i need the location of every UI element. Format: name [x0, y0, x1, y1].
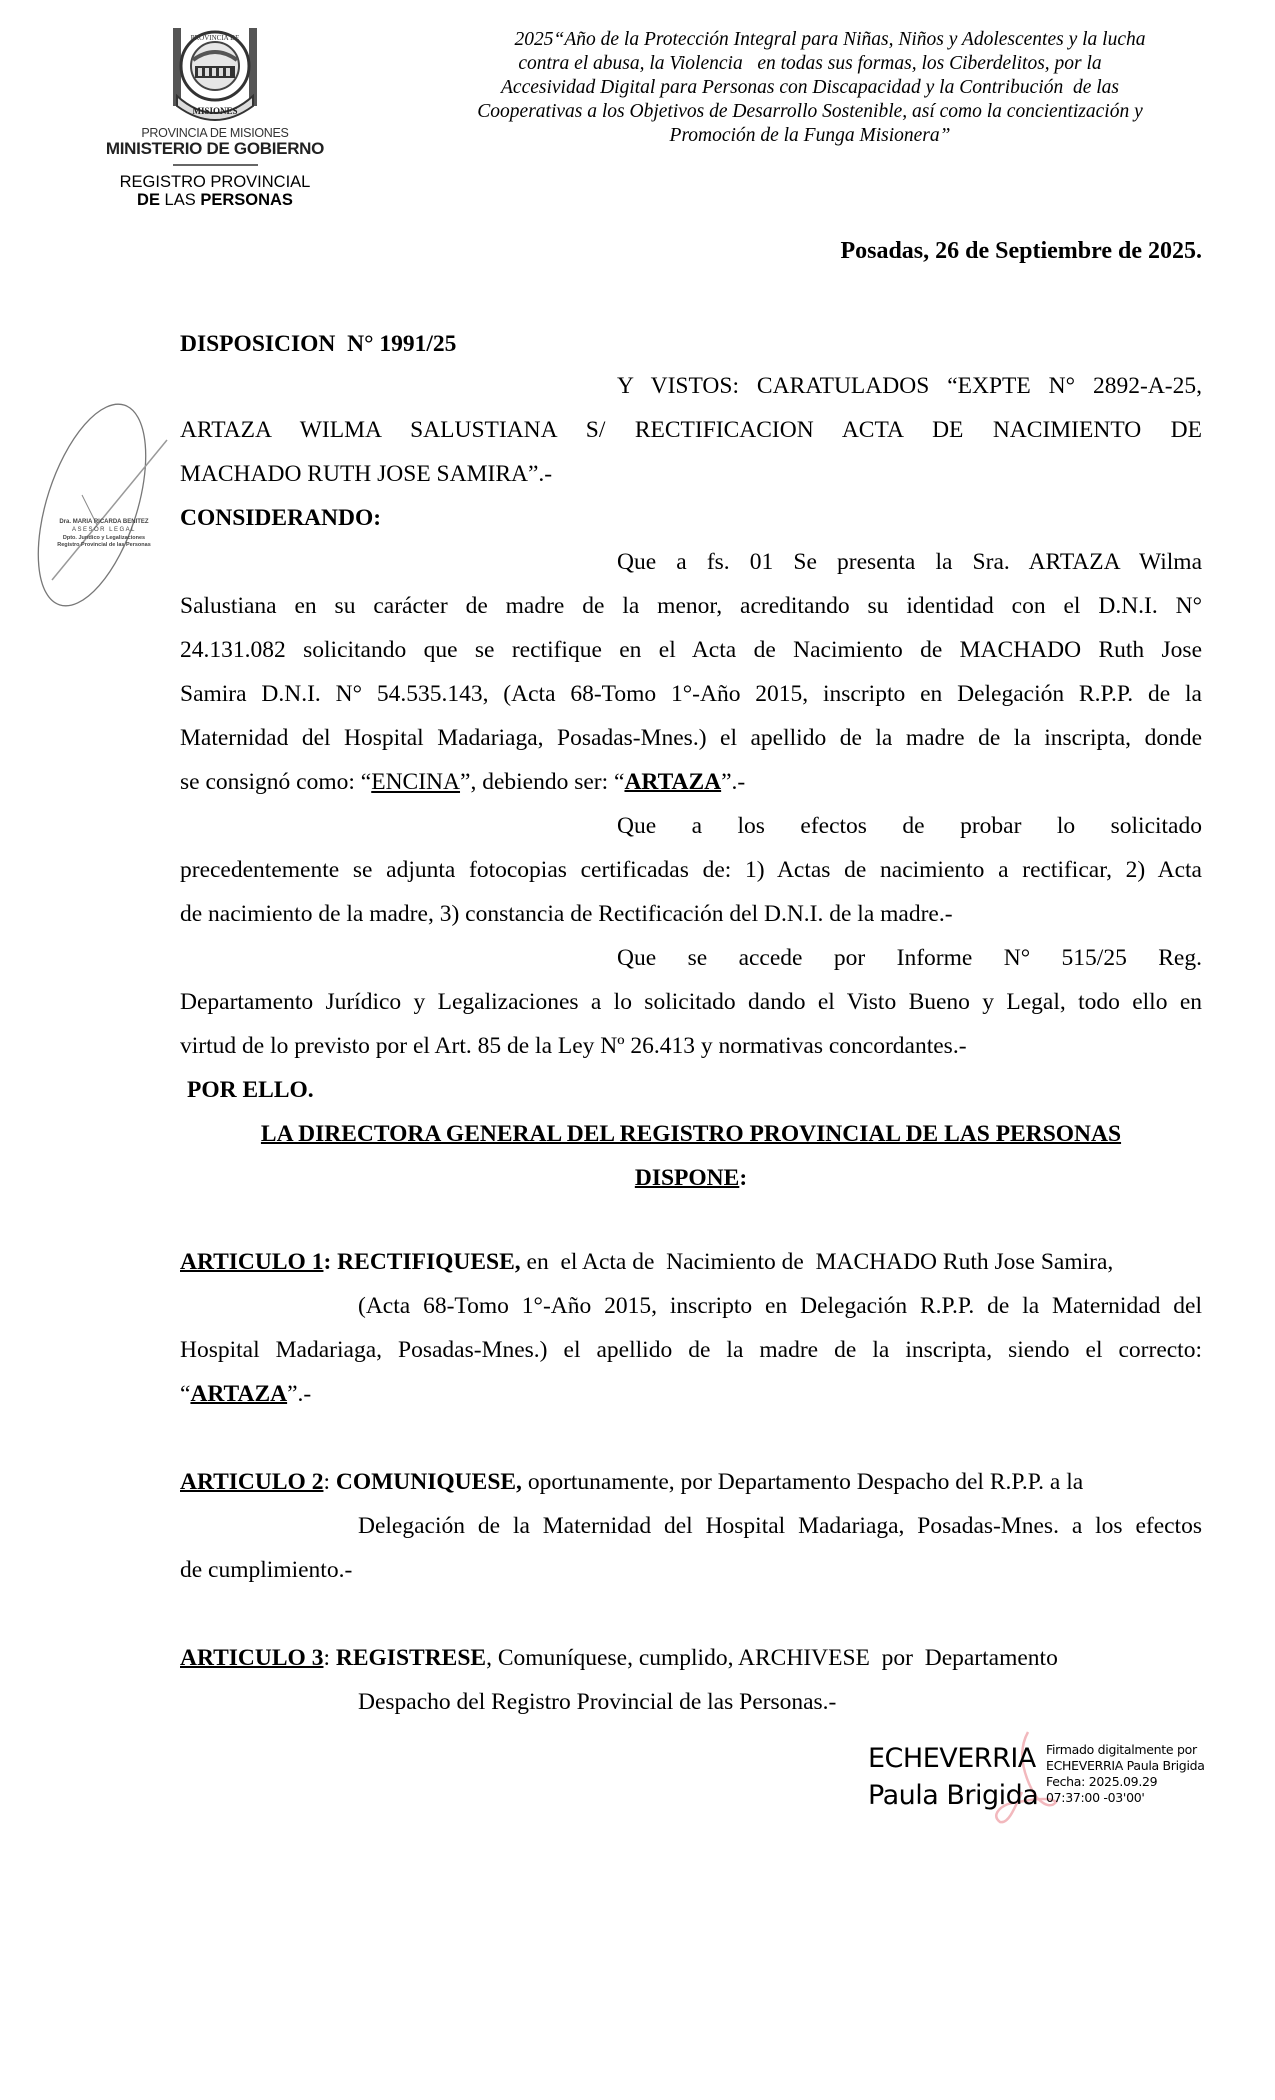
- stamp-dept: Dpto. Jurídico y Legalizaciones: [62, 535, 146, 541]
- paragraph-line: Que se accede por Informe N° 515/25 Reg.: [617, 945, 1202, 971]
- registry-name-line2: [95, 191, 335, 210]
- ministry-name: MINISTERIO DE GOBIERNO: [105, 139, 325, 158]
- vistos-line: ARTAZA WILMA SALUSTIANA S/ RECTIFICACION ACTA DE NACIMIENTO DE: [180, 417, 1202, 443]
- signature-date: Fecha: 2025.09.29: [1046, 1774, 1158, 1789]
- motto-line: Promoción de la Funga Misionera”: [669, 125, 951, 146]
- correct-surname: ARTAZA: [624, 769, 722, 795]
- article-line: [180, 1372, 1202, 1416]
- considerando-paragraph-2: [180, 804, 1202, 936]
- article-line: [180, 1636, 1202, 1680]
- dispone-heading: [180, 1156, 1202, 1200]
- article-verb: COMUNIQUESE,: [335, 1469, 522, 1495]
- paragraph-line: Departamento Jurídico y Legalizaciones a lo solicitado dando el Visto Bueno y Legal, todo ello en: [180, 989, 1202, 1015]
- directora-heading: [180, 1112, 1202, 1156]
- article-label: ARTICULO 1: [180, 1249, 324, 1275]
- signature-stroke: [52, 440, 167, 580]
- paragraph-line: [180, 760, 1202, 804]
- year-motto: [430, 28, 1190, 148]
- paragraph-line: Samira D.N.I. N° 54.535.143, (Acta 68-Tomo 1°-Año 2015, inscripto en Delegación R.P.P. de la: [180, 681, 1202, 707]
- signer-given-name: Paula Brigida: [868, 1780, 1039, 1811]
- emblem-top-text: PROVINCIA DE: [190, 34, 240, 42]
- considerando-paragraph-1: [180, 540, 1202, 804]
- directora-title: LA DIRECTORA GENERAL DEL REGISTRO PROVINCIAL DE LAS PERSONAS: [260, 1121, 1122, 1147]
- motto-line: contra el abusa, la Violencia en todas sus formas, los Ciberdelitos, por la: [518, 53, 1102, 74]
- signer-name: [868, 1740, 1038, 1814]
- signature-loop: [17, 395, 167, 610]
- article-line: de cumplimiento.-: [180, 1557, 353, 1583]
- emblem-bottom-text: MISIONES: [192, 106, 238, 116]
- registry-personas: PERSONAS: [200, 191, 293, 209]
- article-label: ARTICULO 2: [180, 1469, 324, 1495]
- motto-line: Accesividad Digital para Personas con Discapacidad y la Contribución de las: [501, 77, 1119, 98]
- motto-line: 2025“Año de la Protección Integral para Niñas, Niños y Adolescentes y la lucha: [514, 29, 1146, 50]
- vistos-section: [180, 364, 1202, 496]
- text: ”.-: [287, 1381, 312, 1407]
- signature-meta-line: Firmado digitalmente por: [1046, 1742, 1197, 1757]
- article-line: [180, 1240, 1202, 1284]
- colon: :: [739, 1165, 748, 1191]
- article-text: en el Acta de Nacimiento de MACHADO Ruth Jose Samira,: [520, 1249, 1114, 1275]
- por-ello: POR ELLO.: [187, 1077, 314, 1103]
- paragraph-line: Salustiana en su carácter de madre de la menor, acreditando su identidad con el D.N.I. N°: [180, 593, 1202, 619]
- article-text: oportunamente, por Departamento Despacho del R.P.P. a la: [521, 1469, 1084, 1495]
- text: ”, debiendo ser: “: [460, 769, 625, 795]
- considerando-heading: CONSIDERANDO:: [180, 505, 382, 531]
- wrong-surname: ENCINA: [371, 769, 461, 795]
- article-sep: :: [323, 1249, 338, 1275]
- vistos-line: MACHADO RUTH JOSE SAMIRA”.-: [180, 461, 553, 487]
- article-text: , Comuníquese, cumplido, ARCHIVESE por Departamento: [486, 1645, 1058, 1671]
- registry-las: LAS: [159, 191, 201, 209]
- article-sep: :: [323, 1469, 336, 1495]
- paragraph-line: de nacimiento de la madre, 3) constancia de Rectificación del D.N.I. de la madre.-: [180, 901, 953, 927]
- paragraph-line: precedentemente se adjunta fotocopias certificadas de: 1) Actas de nacimiento a rectificar, 2) Acta: [180, 857, 1202, 883]
- stamp-registry: Registro Provincial de las Personas: [57, 542, 151, 548]
- province-name: PROVINCIA DE MISIONES: [141, 126, 289, 140]
- registry-de: DE: [137, 191, 160, 209]
- articulo-2: [180, 1460, 1202, 1592]
- text: se consignó como: “: [180, 769, 372, 795]
- document-date: Posadas, 26 de Septiembre de 2025.: [840, 238, 1202, 264]
- logo-divider: [173, 164, 258, 166]
- legal-advisor-stamp: [12, 395, 182, 610]
- signature-metadata: [1046, 1742, 1205, 1806]
- article-verb: REGISTRESE: [335, 1645, 487, 1671]
- article-line: Despacho del Registro Provincial de las Personas.-: [358, 1689, 837, 1715]
- stamp-name: Dra. MARIA RICARDA BENITEZ: [59, 519, 149, 525]
- paragraph-line: virtud de lo previsto por el Art. 85 de la Ley Nº 26.413 y normativas concordantes.-: [180, 1033, 967, 1059]
- paragraph-line: Que a los efectos de probar lo solicitado: [617, 813, 1202, 839]
- paragraph-line: 24.131.082 solicitando que se rectifique en el Acta de Nacimiento de MACHADO Ruth Jose: [180, 637, 1202, 663]
- text: ”.-: [721, 769, 746, 795]
- coat-of-arms-icon: [169, 22, 261, 124]
- articulo-3: [180, 1636, 1202, 1724]
- article-line: Hospital Madariaga, Posadas-Mnes.) el apellido de la madre de la inscripta, siendo el correcto:: [180, 1337, 1202, 1363]
- paragraph-line: Que a fs. 01 Se presenta la Sra. ARTAZA Wilma: [617, 549, 1202, 575]
- article-sep: :: [323, 1645, 336, 1671]
- article-line: Delegación de la Maternidad del Hospital Madariaga, Posadas-Mnes. a los efectos: [358, 1513, 1202, 1539]
- signer-surname: ECHEVERRIA: [868, 1743, 1036, 1774]
- signature-meta-line: ECHEVERRIA Paula Brigida: [1046, 1758, 1205, 1773]
- motto-line: Cooperativas a los Objetivos de Desarrollo Sostenible, así como la concientización y: [477, 101, 1143, 122]
- article-line: [180, 1460, 1202, 1504]
- stamp-title: ASESOR LEGAL: [71, 527, 137, 533]
- vistos-line: Y VISTOS: CARATULADOS “EXPTE N° 2892-A-25,: [617, 373, 1202, 399]
- correct-surname: ARTAZA: [190, 1381, 288, 1407]
- article-verb: RECTIFIQUESE,: [337, 1249, 521, 1275]
- ministry-logo: [95, 22, 335, 210]
- registry-name-line1: REGISTRO PROVINCIAL: [119, 173, 311, 191]
- considerando-paragraph-3: [180, 936, 1202, 1068]
- article-label: ARTICULO 3: [180, 1645, 324, 1671]
- articulo-1: [180, 1240, 1202, 1416]
- dispone-word: DISPONE: [634, 1165, 740, 1191]
- disposicion-number: DISPOSICION N° 1991/25: [180, 331, 457, 357]
- text: “: [180, 1381, 191, 1407]
- signature-time: 07:37:00 -03'00': [1046, 1790, 1145, 1805]
- paragraph-line: Maternidad del Hospital Madariaga, Posadas-Mnes.) el apellido de la madre de la inscripta, donde: [180, 725, 1202, 751]
- article-line: (Acta 68-Tomo 1°-Año 2015, inscripto en Delegación R.P.P. de la Maternidad del: [358, 1293, 1202, 1319]
